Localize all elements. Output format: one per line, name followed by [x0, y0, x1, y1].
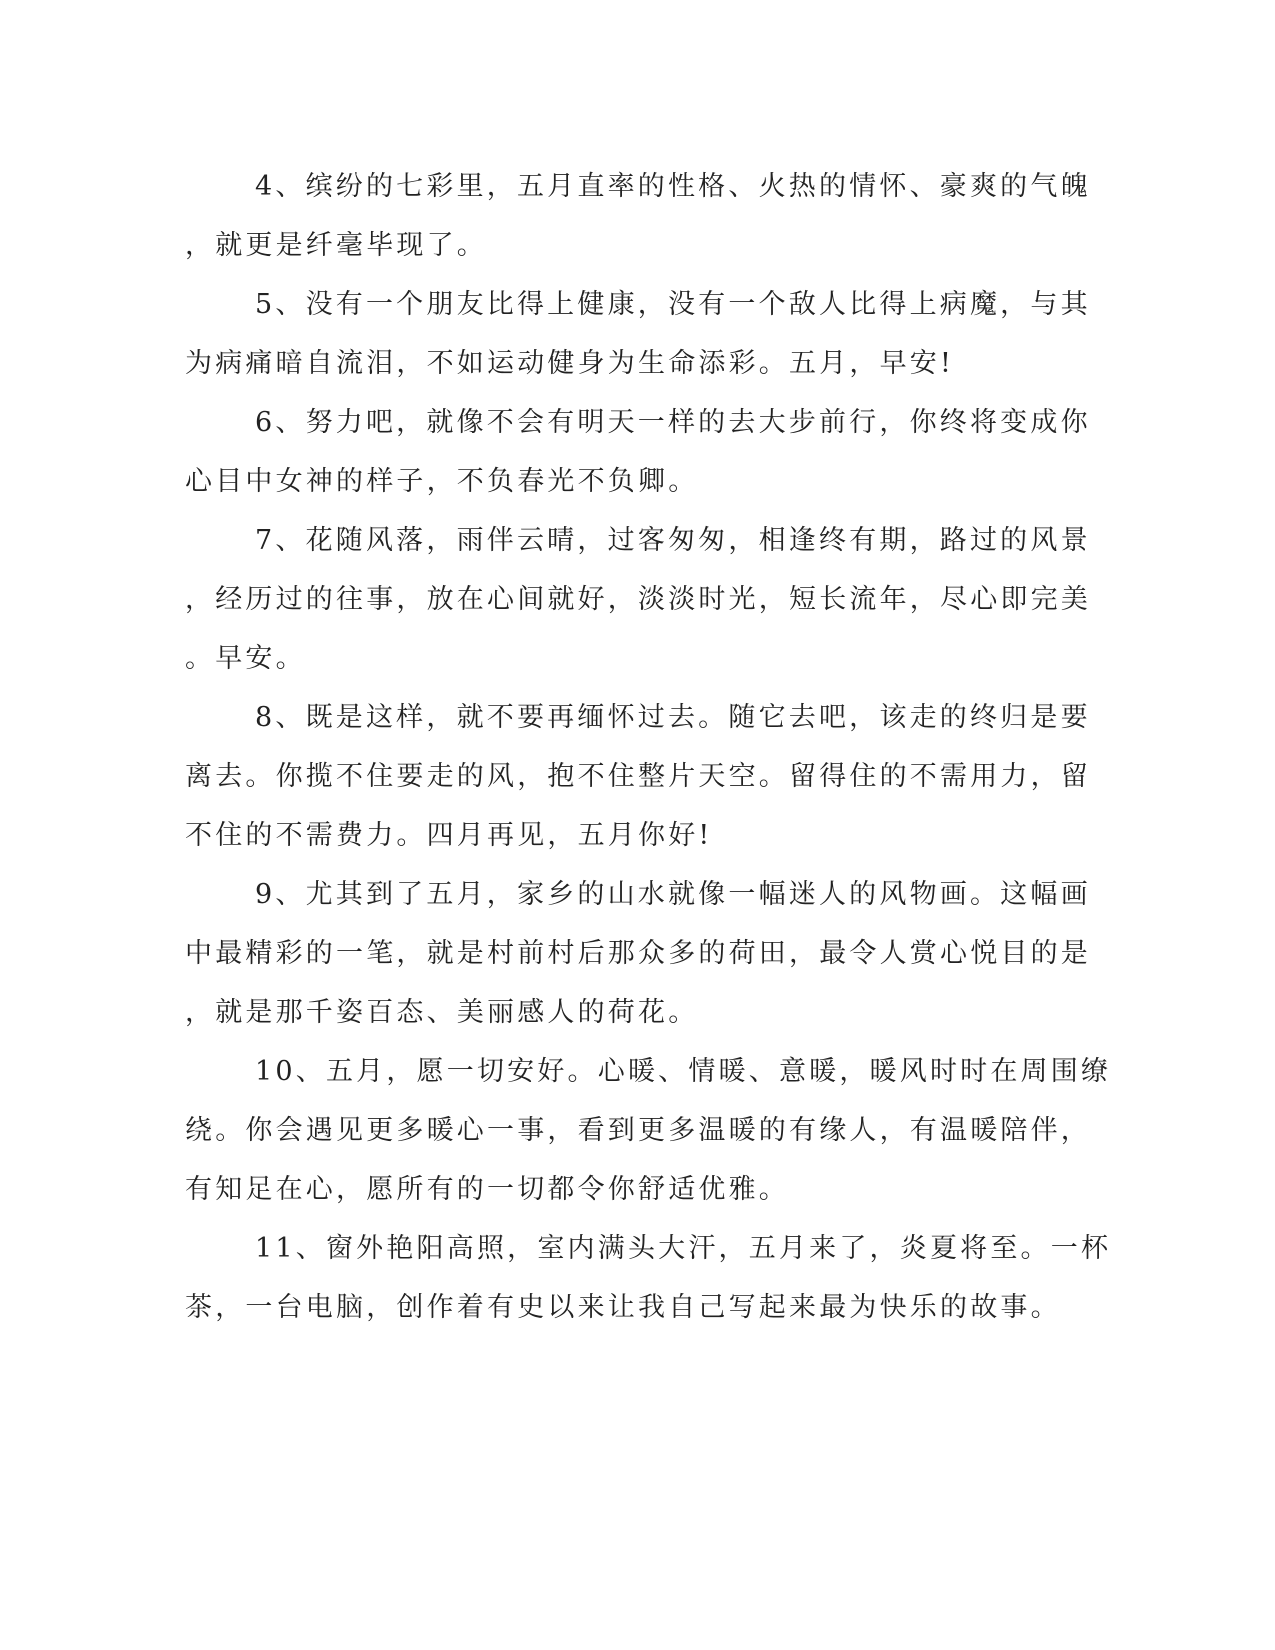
paragraph-10	[185, 1042, 1112, 1219]
paragraph-11	[185, 1219, 1112, 1337]
paragraph-line: 4、缤纷的七彩里，五月直率的性格、火热的情怀、豪爽的气魄	[255, 171, 1091, 202]
paragraph-line: 茶，一台电脑，创作着有史以来让我自己写起来最为快乐的故事。	[185, 1292, 1061, 1323]
paragraph-line: ，就更是纤毫毕现了。	[185, 230, 487, 261]
paragraph-line: 7、花随风落，雨伴云晴，过客匆匆，相逢终有期，路过的风景	[255, 525, 1091, 556]
paragraph-line: 10、五月，愿一切安好。心暖、情暖、意暖，暖风时时在周围缭	[255, 1056, 1112, 1087]
paragraph-line: 有知足在心，愿所有的一切都令你舒适优雅。	[185, 1174, 789, 1205]
paragraph-line: 为病痛暗自流泪，不如运动健身为生命添彩。五月，早安!	[185, 348, 955, 379]
paragraph-4	[185, 157, 1091, 275]
paragraph-line: 8、既是这样，就不要再缅怀过去。随它去吧，该走的终归是要	[255, 702, 1091, 733]
paragraph-line: 心目中女神的样子，不负春光不负卿。	[185, 466, 699, 497]
paragraph-5	[185, 275, 1091, 393]
paragraph-line: 绕。你会遇见更多暖心一事，看到更多温暖的有缘人，有温暖陪伴，	[185, 1115, 1091, 1146]
paragraph-line: ，经历过的往事，放在心间就好，淡淡时光，短长流年，尽心即完美	[185, 584, 1091, 615]
paragraph-line: 。早安。	[185, 643, 306, 674]
paragraph-line: ，就是那千姿百态、美丽感人的荷花。	[185, 997, 699, 1028]
paragraph-9	[185, 865, 1091, 1042]
document-body	[185, 157, 1112, 1337]
paragraph-line: 离去。你揽不住要走的风，抱不住整片天空。留得住的不需用力，留	[185, 761, 1091, 792]
paragraph-line: 11、窗外艳阳高照，室内满头大汗，五月来了，炎夏将至。一杯	[255, 1233, 1112, 1264]
paragraph-line: 5、没有一个朋友比得上健康，没有一个敌人比得上病魔，与其	[255, 289, 1091, 320]
paragraph-8	[185, 688, 1091, 865]
paragraph-line: 不住的不需费力。四月再见，五月你好!	[185, 820, 713, 851]
paragraph-line: 中最精彩的一笔，就是村前村后那众多的荷田，最令人赏心悦目的是	[185, 938, 1091, 969]
paragraph-line: 9、尤其到了五月，家乡的山水就像一幅迷人的风物画。这幅画	[255, 879, 1091, 910]
paragraph-7	[185, 511, 1091, 688]
paragraph-line: 6、努力吧，就像不会有明天一样的去大步前行，你终将变成你	[255, 407, 1091, 438]
paragraph-6	[185, 393, 1091, 511]
